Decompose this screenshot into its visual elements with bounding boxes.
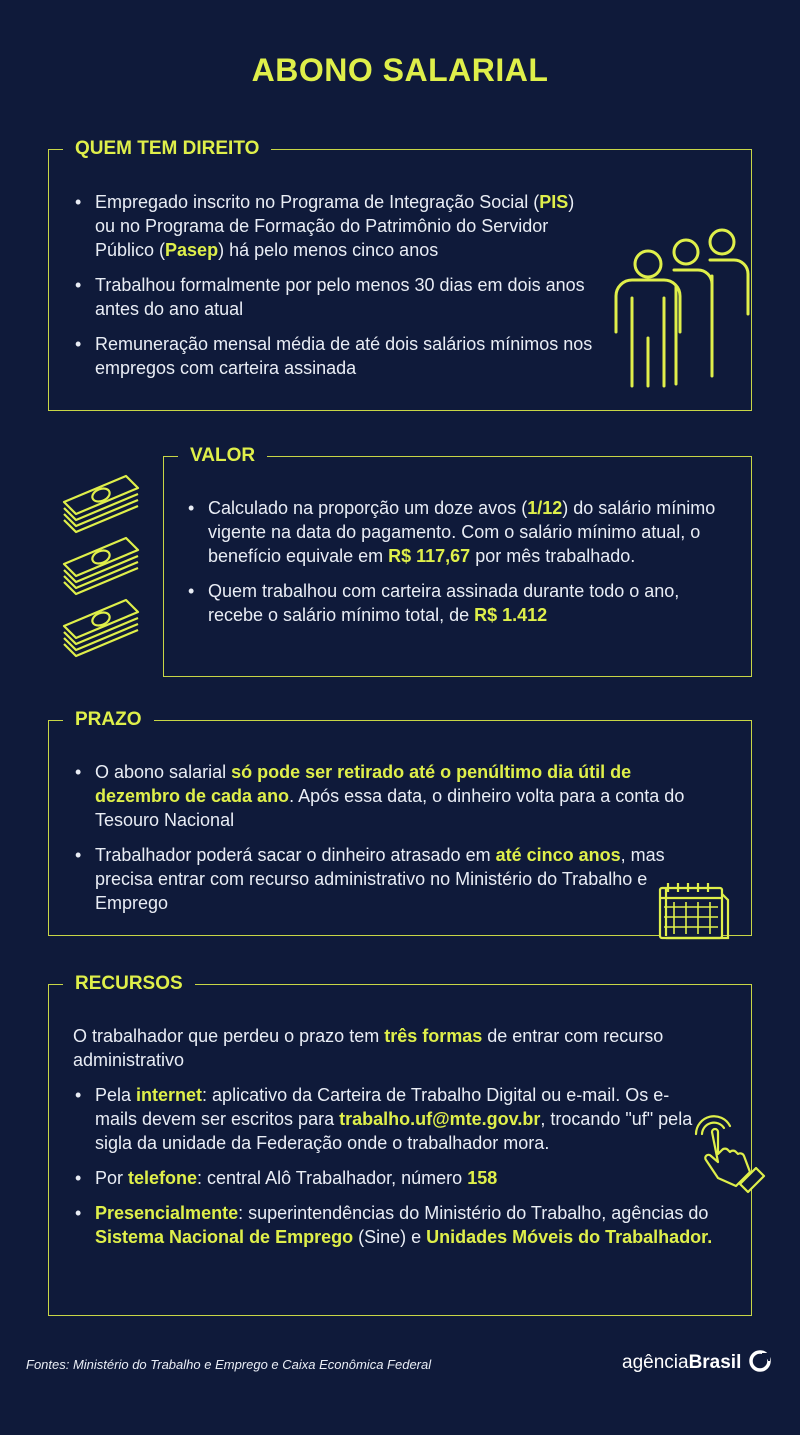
list-item: • Presencialmente: superintendências do Ministério do Trabalho, agências do Sistema Nacional de Emprego (Sine) e Unidades Móveis do Trabalhador. <box>73 1201 713 1249</box>
money-stack-icon <box>60 472 142 662</box>
list-item: • Remuneração mensal média de até dois salários mínimos nos empregos com carteira assinada <box>73 332 593 380</box>
touch-hand-icon <box>690 1110 768 1194</box>
list-item: • O abono salarial só pode ser retirado até o penúltimo dia útil de dezembro de cada ano. Após essa data, o dinheiro volta para a conta do Tesouro Nacional <box>73 760 693 832</box>
section-prazo <box>48 709 752 936</box>
list-item: • Calculado na proporção um doze avos (1/12) do salário mínimo vigente na data do pagamento. Com o salário mínimo atual, o benefício equivale em R$ 117,67 por mês trabalhado. <box>186 496 726 568</box>
list-item: • Quem trabalhou com carteira assinada durante todo o ano, recebe o salário mínimo total, de R$ 1.412 <box>186 579 726 627</box>
bullet-list <box>73 1083 713 1260</box>
page-title: ABONO SALARIAL <box>251 52 549 88</box>
list-item: • Empregado inscrito no Programa de Integração Social (PIS) ou no Programa de Formação do Patrimônio do Servidor Público (Pasep) há pelo menos cinco anos <box>73 190 593 262</box>
list-item: • Pela internet: aplicativo da Carteira de Trabalho Digital ou e-mail. Os e-mails devem ser escritos para trabalho.uf@mte.gov.br, trocando "uf" pela sigla da unidade da Federação onde o trabalhador mora. <box>73 1083 705 1155</box>
section-recursos <box>48 973 752 1316</box>
list-item: • Trabalhador poderá sacar o dinheiro atrasado em até cinco anos, mas precisa entrar com recurso administrativo no Ministério do Trabalho e Emprego <box>73 843 675 915</box>
bullet-list <box>186 496 726 638</box>
source-note: Fontes: Ministério do Trabalho e Emprego e Caixa Econômica Federal <box>26 1357 432 1372</box>
calendar-icon <box>656 880 732 942</box>
section-heading: VALOR <box>178 443 267 469</box>
section-heading: QUEM TEM DIREITO <box>63 136 271 162</box>
recursos-intro: O trabalhador que perdeu o prazo tem três formas de entrar com recurso administrativo <box>73 1026 664 1070</box>
logo-mark-icon <box>749 1350 771 1372</box>
bullet-list <box>73 760 693 926</box>
agencia-brasil-logo: agênciaBrasil <box>622 1350 771 1374</box>
section-heading: PRAZO <box>63 707 154 733</box>
list-item: • Trabalhou formalmente por pelo menos 30 dias em dois anos antes do ano atual <box>73 273 593 321</box>
bullet-list <box>73 190 593 391</box>
section-valor <box>163 445 752 677</box>
section-heading: RECURSOS <box>63 971 195 997</box>
list-item: • Por telefone: central Alô Trabalhador, número 158 <box>73 1166 713 1190</box>
people-icon <box>612 228 758 390</box>
